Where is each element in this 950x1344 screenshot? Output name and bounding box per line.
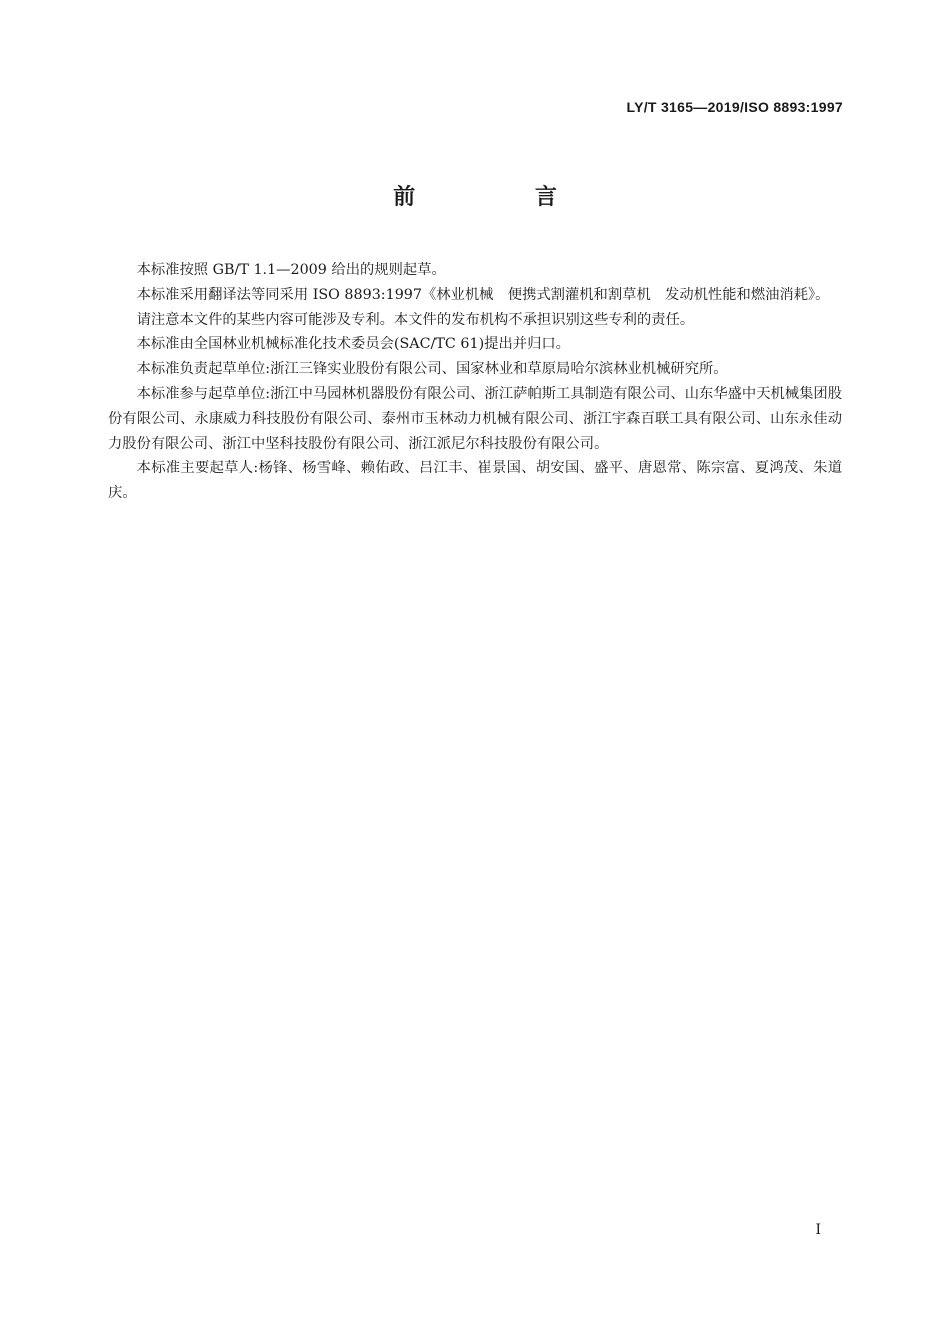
paragraph-proposing-committee: 本标准由全国林业机械标准化技术委员会(SAC/TC 61)提出并归口。 bbox=[136, 336, 570, 353]
paragraph-drafting-rules: 本标准按照 GB/T 1.1—2009 给出的规则起草。 bbox=[136, 262, 446, 278]
paragraph-responsible-drafters: 本标准负责起草单位:浙江三锋实业股份有限公司、国家林业和草原局哈尔滨林业机械研究所。 bbox=[136, 361, 728, 378]
paragraph-participating-drafters: 本标准参与起草单位:浙江中马园林机器股份有限公司、浙江萨帕斯工具制造有限公司、山东华盛中天机械集团股份有限公司、永康威力科技股份有限公司、泰州市玉林动力机械有限公司、浙江宇森百联工具有限公司、山东永佳动力股份有限公司、浙江中坚科技股份有限公司、浙江派尼尔科技股份有限公司。 bbox=[108, 385, 842, 452]
page-number: I bbox=[815, 1222, 821, 1238]
page-title: 前 言 bbox=[393, 185, 613, 210]
standard-code-header: LY/T 3165—2019/ISO 8893:1997 bbox=[626, 99, 843, 115]
foreword-body bbox=[108, 258, 842, 506]
paragraph-main-drafters: 本标准主要起草人:杨锋、杨雪峰、赖佑政、吕江丰、崔景国、胡安国、盛平、唐恩常、陈宗富、夏鸿茂、朱道庆。 bbox=[108, 460, 842, 502]
paragraph-adoption: 本标准采用翻译法等同采用 ISO 8893:1997《林业机械 便携式割灌机和割草机 发动机性能和燃油消耗》。 bbox=[136, 286, 830, 303]
paragraph-patent-notice: 请注意本文件的某些内容可能涉及专利。本文件的发布机构不承担识别这些专利的责任。 bbox=[136, 311, 695, 328]
